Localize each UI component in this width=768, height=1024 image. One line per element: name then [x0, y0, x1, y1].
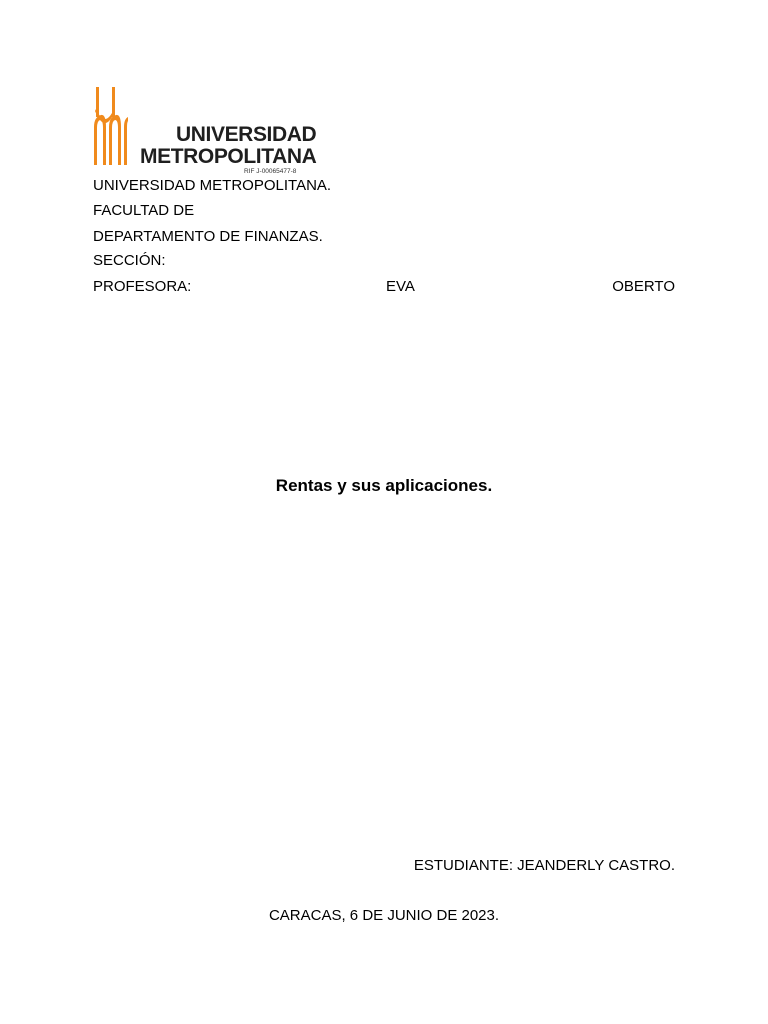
- professor-first-name: EVA: [386, 278, 415, 295]
- student-name: ESTUDIANTE: JEANDERLY CASTRO.: [413, 857, 675, 874]
- place-and-date: CARACAS, 6 DE JUNIO DE 2023.: [268, 907, 500, 924]
- logo-text-metropolitana: METROPOLITANA: [140, 145, 317, 168]
- faculty-line: FACULTAD DE: [93, 202, 195, 219]
- university-name: UNIVERSIDAD METROPOLITANA.: [93, 177, 332, 194]
- university-logo: [92, 87, 317, 179]
- professor-label: PROFESORA:: [93, 278, 192, 295]
- department-line: DEPARTAMENTO DE FINANZAS.: [93, 228, 323, 245]
- logo-text-universidad: UNIVERSIDAD: [176, 123, 317, 146]
- section-line: SECCIÓN:: [93, 252, 166, 269]
- university-emblem-icon: [92, 87, 132, 167]
- document-title: Rentas y sus aplicaciones.: [275, 476, 493, 495]
- logo-rif-number: RIF J-00065477-8: [244, 168, 297, 175]
- professor-last-name: OBERTO: [612, 278, 675, 295]
